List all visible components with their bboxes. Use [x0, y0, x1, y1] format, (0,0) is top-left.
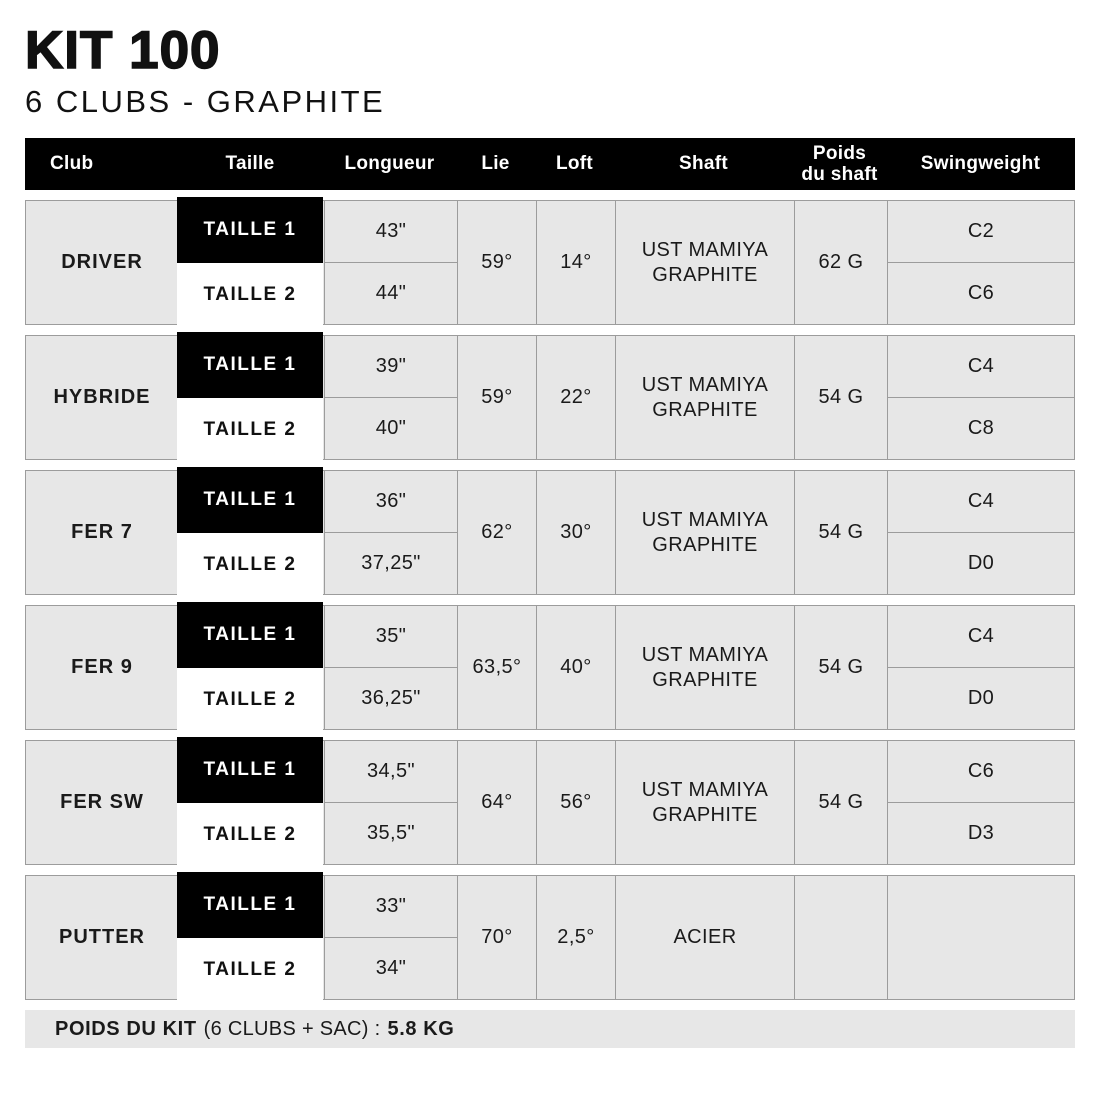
- table-body: [25, 200, 1075, 1000]
- shaft-weight-value: 54 G: [794, 471, 887, 594]
- page-subtitle: 6 CLUBS - GRAPHITE: [25, 84, 386, 119]
- swingweight-taille2: D3: [887, 803, 1074, 865]
- longueur-taille1: 33": [324, 876, 457, 938]
- taille-column: [177, 602, 323, 733]
- shaft-text: UST MAMIYA GRAPHITE: [641, 643, 769, 691]
- longueur-taille1: 43": [324, 201, 457, 263]
- longueur-taille1: 39": [324, 336, 457, 398]
- taille1-badge: TAILLE 1: [177, 602, 323, 668]
- taille1-badge: TAILLE 1: [177, 332, 323, 398]
- shaft-text: UST MAMIYA GRAPHITE: [641, 373, 769, 421]
- header-poids-line2: du shaft: [801, 164, 878, 185]
- club-name: FER 9: [71, 656, 133, 678]
- swingweight-taille2: C8: [887, 398, 1074, 460]
- shaft-value: [615, 606, 794, 729]
- swingweight-taille2: D0: [887, 533, 1074, 595]
- loft-value: 30°: [536, 471, 615, 594]
- shaft-weight-value: 54 G: [794, 606, 887, 729]
- longueur-taille2: 37,25": [324, 533, 457, 595]
- taille2-badge: TAILLE 2: [177, 938, 323, 1004]
- taille-column: [177, 737, 323, 868]
- taille1-badge: TAILLE 1: [177, 197, 323, 263]
- shaft-weight-value: [794, 876, 887, 999]
- table-header: [25, 138, 1075, 190]
- taille2-badge: TAILLE 2: [177, 533, 323, 599]
- club-name: FER SW: [60, 791, 144, 813]
- header-lie: Lie: [481, 153, 510, 174]
- swingweight-taille2: D0: [887, 668, 1074, 730]
- lie-value: 59°: [457, 201, 536, 324]
- table-row: [25, 470, 1075, 595]
- table-row: [25, 605, 1075, 730]
- header-club: Club: [50, 153, 94, 174]
- shaft-text: UST MAMIYA GRAPHITE: [641, 238, 769, 286]
- shaft-weight-value: 62 G: [794, 201, 887, 324]
- club-name: PUTTER: [59, 926, 145, 948]
- table-row: [25, 875, 1075, 1000]
- lie-value: 62°: [457, 471, 536, 594]
- taille2-badge: TAILLE 2: [177, 398, 323, 464]
- lie-value: 70°: [457, 876, 536, 999]
- table-row: [25, 335, 1075, 460]
- shaft-value: [615, 741, 794, 864]
- taille2-badge: TAILLE 2: [177, 263, 323, 329]
- longueur-taille1: 35": [324, 606, 457, 668]
- loft-value: 56°: [536, 741, 615, 864]
- shaft-value: [615, 471, 794, 594]
- shaft-text: ACIER: [673, 926, 737, 948]
- header-poids-du-shaft: [793, 143, 886, 186]
- lie-value: 63,5°: [457, 606, 536, 729]
- header-swingweight: Swingweight: [920, 153, 1041, 174]
- kit-weight-label: POIDS DU KIT: [55, 1017, 197, 1040]
- longueur-taille2: 40": [324, 398, 457, 460]
- club-name: FER 7: [71, 521, 133, 543]
- header-poids-line1: Poids: [812, 142, 867, 164]
- kit-weight-value: 5.8 KG: [387, 1017, 455, 1040]
- taille2-badge: TAILLE 2: [177, 668, 323, 734]
- loft-value: 22°: [536, 336, 615, 459]
- swingweight-taille1: C4: [887, 336, 1074, 398]
- swingweight-taille1: C2: [887, 201, 1074, 263]
- shaft-text: UST MAMIYA GRAPHITE: [641, 778, 769, 826]
- header-longueur: Longueur: [344, 153, 435, 174]
- taille-column: [177, 332, 323, 463]
- shaft-weight-value: 54 G: [794, 741, 887, 864]
- table-row: [25, 200, 1075, 325]
- taille-column: [177, 467, 323, 598]
- loft-value: 40°: [536, 606, 615, 729]
- swingweight-taille1: C4: [887, 471, 1074, 533]
- longueur-taille1: 36": [324, 471, 457, 533]
- longueur-taille1: 34,5": [324, 741, 457, 803]
- club-name: DRIVER: [61, 251, 143, 273]
- lie-value: 64°: [457, 741, 536, 864]
- longueur-taille2: 44": [324, 263, 457, 325]
- kit-weight-detail: (6 CLUBS + SAC) :: [203, 1017, 381, 1040]
- taille1-badge: TAILLE 1: [177, 872, 323, 938]
- club-name: HYBRIDE: [53, 386, 151, 408]
- longueur-taille2: 35,5": [324, 803, 457, 865]
- page-title: KIT 100: [25, 21, 221, 80]
- shaft-weight-value: 54 G: [794, 336, 887, 459]
- swingweight-taille1: C6: [887, 741, 1074, 803]
- loft-value: 2,5°: [536, 876, 615, 999]
- taille1-badge: TAILLE 1: [177, 737, 323, 803]
- taille-column: [177, 197, 323, 328]
- shaft-value: [615, 201, 794, 324]
- lie-value: 59°: [457, 336, 536, 459]
- shaft-text: UST MAMIYA GRAPHITE: [641, 508, 769, 556]
- taille1-badge: TAILLE 1: [177, 467, 323, 533]
- taille2-badge: TAILLE 2: [177, 803, 323, 869]
- longueur-taille2: 34": [324, 938, 457, 1000]
- kit-weight-bar: [25, 1010, 1075, 1048]
- swingweight-taille2: [887, 938, 1074, 1000]
- swingweight-taille2: C6: [887, 263, 1074, 325]
- table-row: [25, 740, 1075, 865]
- swingweight-taille1: [887, 876, 1074, 938]
- shaft-value: [615, 876, 794, 999]
- header-taille: Taille: [225, 153, 275, 174]
- header-loft: Loft: [555, 153, 594, 174]
- longueur-taille2: 36,25": [324, 668, 457, 730]
- header-shaft: Shaft: [679, 153, 728, 174]
- taille-column: [177, 872, 323, 1003]
- loft-value: 14°: [536, 201, 615, 324]
- swingweight-taille1: C4: [887, 606, 1074, 668]
- shaft-value: [615, 336, 794, 459]
